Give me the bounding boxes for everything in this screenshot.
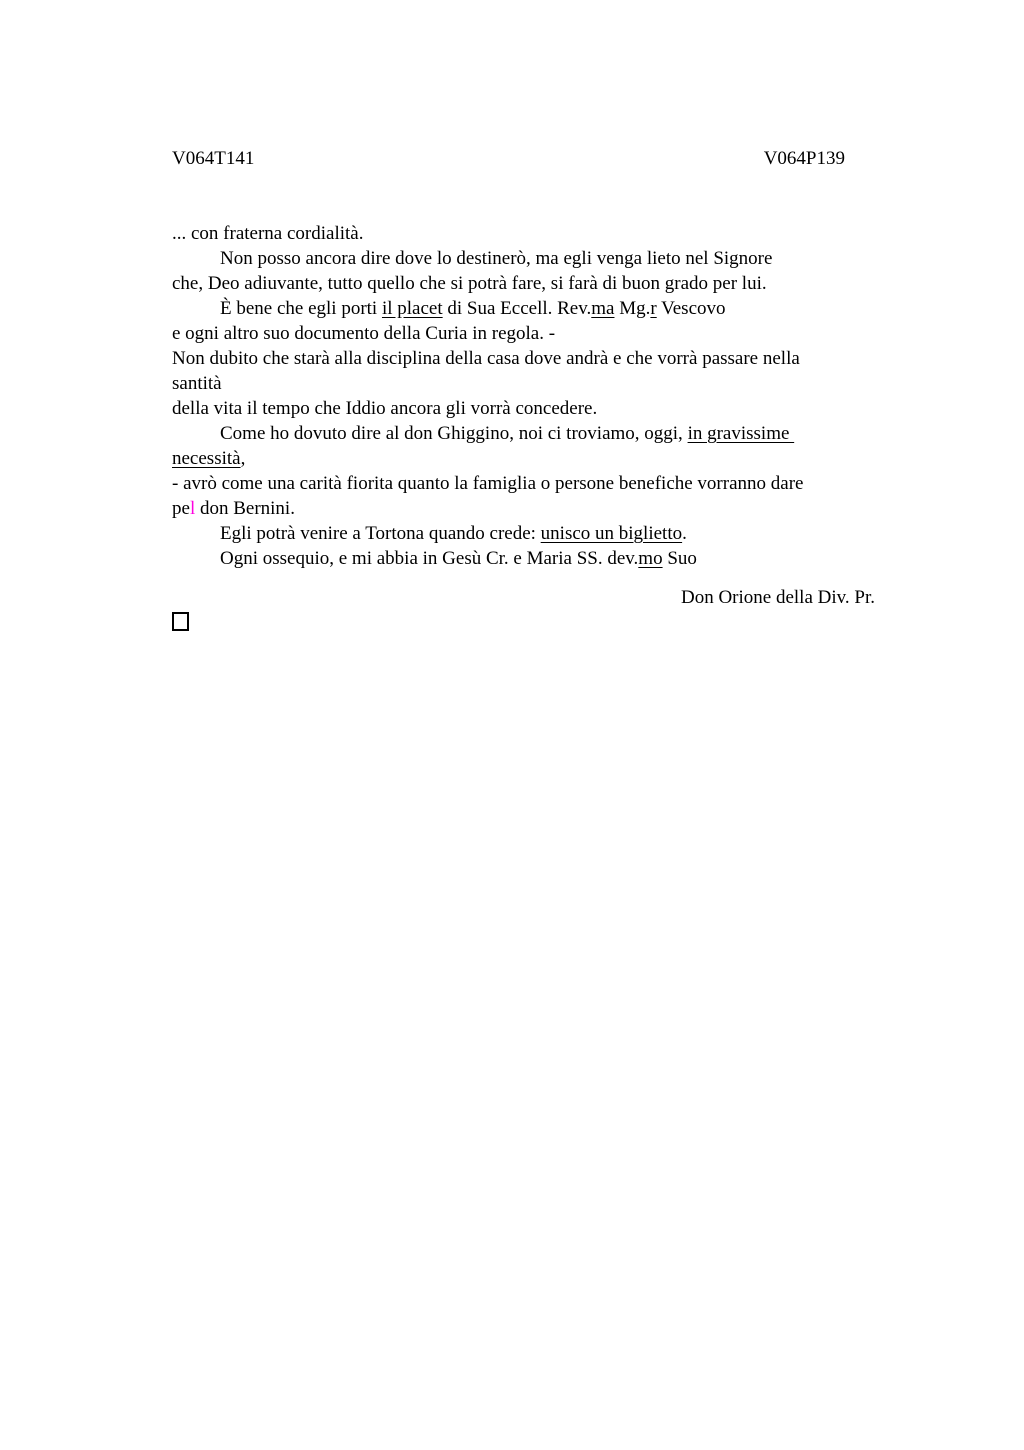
- letter-line: [172, 471, 892, 496]
- letter-line: [172, 346, 892, 371]
- letter-line: [172, 271, 892, 296]
- text-segment: della vita il tempo che Iddio ancora gli vorrà concedere.: [172, 398, 598, 419]
- text-segment: Egli potrà venire a Tortona quando crede:: [220, 523, 541, 544]
- letter-line: [172, 321, 892, 346]
- text-segment: Vescovo: [656, 298, 726, 319]
- text-segment: Non dubito che starà alla disciplina della casa dove andrà e che vorrà passare nella: [172, 348, 800, 369]
- text-segment: don Bernini.: [195, 498, 295, 519]
- letter-line: [172, 221, 892, 246]
- empty-square-glyph-icon: [172, 612, 189, 631]
- letter-line: [172, 446, 892, 471]
- text-segment: che, Deo adiuvante, tutto quello che si potrà fare, si farà di buon grado per lui.: [172, 273, 767, 294]
- text-segment: mo: [638, 548, 663, 569]
- document-code-left: V064T141: [172, 148, 255, 169]
- text-segment: e ogni altro suo documento della Curia in regola. -: [172, 323, 556, 344]
- letter-line: [172, 496, 892, 521]
- signature-line: Don Orione della Div. Pr.: [680, 587, 875, 608]
- letter-line: [172, 546, 892, 571]
- letter-line: [172, 421, 892, 446]
- letter-line: [172, 296, 892, 321]
- text-segment: r: [650, 298, 657, 319]
- text-segment: Suo: [662, 548, 697, 569]
- text-segment: Come ho dovuto dire al don Ghiggino, noi ci troviamo, oggi,: [220, 423, 688, 444]
- text-segment: ... con fraterna cordialità.: [172, 223, 364, 244]
- text-segment: Non posso ancora dire dove lo destinerò, ma egli venga lieto nel Signore: [220, 248, 773, 269]
- text-segment: ,: [240, 448, 246, 469]
- letter-line: [172, 396, 892, 421]
- text-segment: santità: [172, 373, 222, 394]
- letter-line: [172, 246, 892, 271]
- letter-line: [172, 521, 892, 546]
- letter-line: [172, 371, 892, 396]
- text-segment: pe: [172, 498, 190, 519]
- text-segment: in gravissime: [687, 423, 795, 444]
- text-segment: il placet: [381, 298, 443, 319]
- text-segment: l: [189, 498, 196, 519]
- text-segment: - avrò come una carità fiorita quanto la famiglia o persone benefiche vorranno dare: [172, 473, 804, 494]
- document-code-right: V064P139: [763, 148, 845, 169]
- letter-body: [172, 221, 892, 571]
- text-segment: È bene che egli porti: [220, 298, 382, 319]
- text-segment: di Sua Eccell. Rev.: [442, 298, 592, 319]
- text-segment: Mg.: [614, 298, 651, 319]
- text-segment: necessità: [172, 448, 241, 469]
- text-segment: ma: [591, 298, 615, 319]
- text-segment: Ogni ossequio, e mi abbia in Gesù Cr. e Maria SS. dev.: [220, 548, 639, 569]
- text-segment: unisco un biglietto: [540, 523, 683, 544]
- text-segment: .: [682, 523, 687, 544]
